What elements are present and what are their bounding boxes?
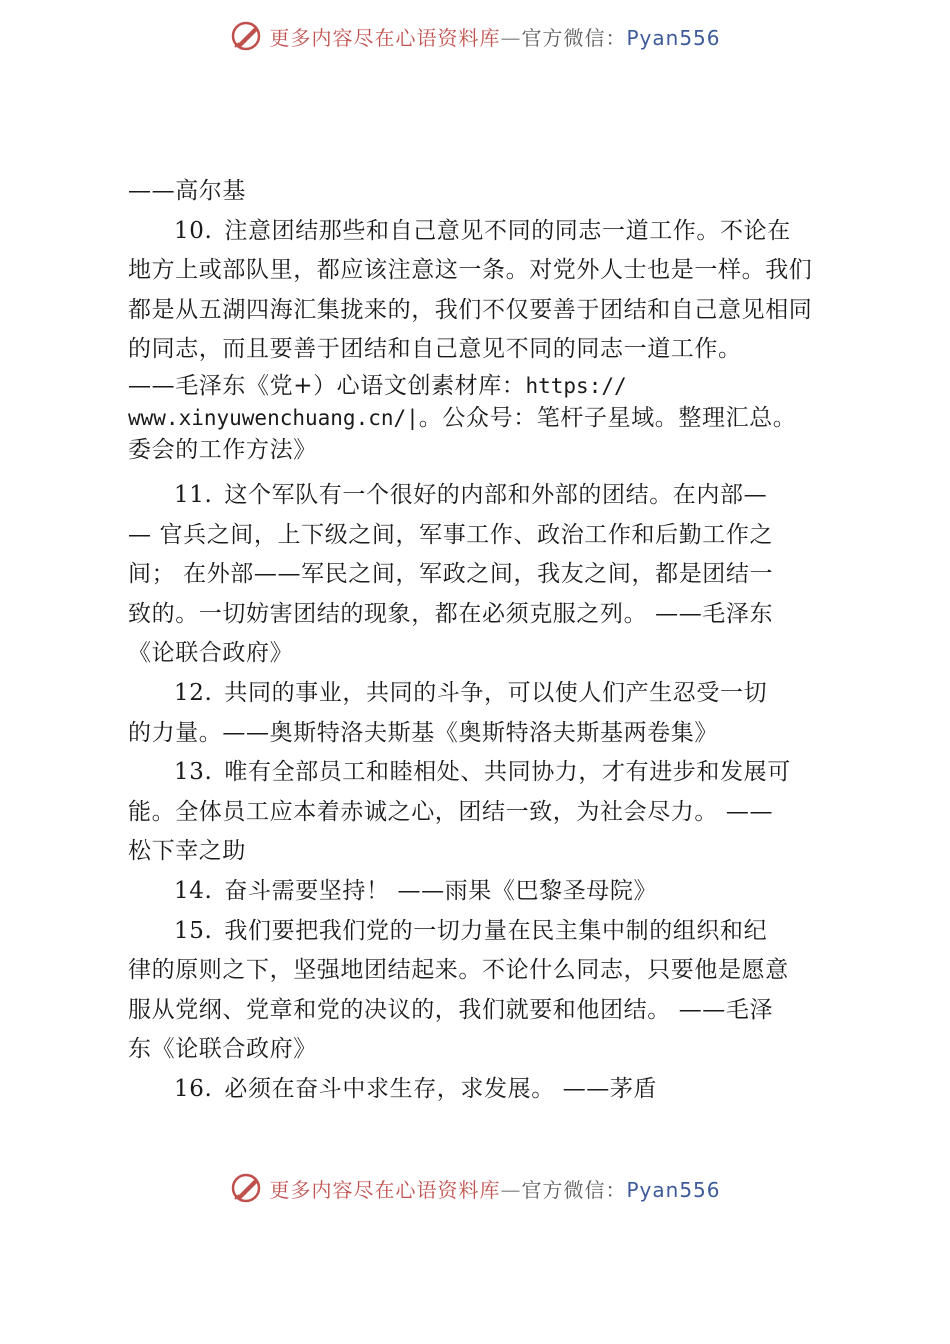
quote-10-attribution-2 — [128, 402, 840, 434]
quote-15-number: 15. — [174, 917, 213, 944]
header-text — [269, 22, 720, 51]
quote-10-attribution-3: 委会的工作方法》 — [128, 436, 317, 463]
quote-14-number: 14. — [174, 877, 213, 904]
quote-9-attribution: ——高尔基 — [128, 178, 246, 204]
quote-10 — [128, 212, 840, 466]
quote-15-line-4: 东《论联合政府》 — [128, 1036, 317, 1063]
quote-12-number: 12. — [174, 679, 213, 706]
header-wechat-label: 官方微信： — [521, 25, 627, 50]
footer-wechat-id: Pyan556 — [626, 1177, 721, 1202]
quote-12-line-1 — [128, 674, 840, 714]
quote-11-line-4: 致的。一切妨害团结的现象，都在必须克服之列。 ——毛泽东 — [128, 600, 774, 627]
quote-10-line-1 — [128, 212, 840, 252]
quote-10-line-2: 地方上或部队里，都应该注意这一条。对党外人士也是一样。我们 — [128, 257, 813, 284]
footer-text — [269, 1174, 720, 1203]
quote-16-line-1 — [128, 1070, 840, 1110]
quote-14 — [128, 872, 840, 912]
footer-brand: 更多内容尽在心语资料库 — [269, 1177, 501, 1202]
quote-15-line-2: 律的原则之下，坚强地团结起来。不论什么同志，只要他是愿意 — [128, 957, 789, 984]
quote-16 — [128, 1070, 840, 1110]
quote-13-line-2: 能。全体员工应本着赤诚之心，团结一致，为社会尽力。 —— — [128, 798, 774, 825]
quote-11-number: 11. — [174, 481, 213, 508]
quote-10-url-part-1: https:// — [525, 373, 627, 398]
quote-12 — [128, 674, 840, 753]
quote-14-line-1 — [128, 872, 840, 912]
quote-16-number: 16. — [174, 1075, 213, 1102]
quote-12-text-1: 共同的事业，共同的斗争，可以使人们产生忍受一切 — [224, 679, 768, 706]
quote-15 — [128, 912, 840, 1070]
quote-13-text-1: 唯有全部员工和睦相处、共同协力，才有进步和发展可 — [224, 759, 791, 786]
quote-12-line-2: 的力量。——奥斯特洛夫斯基《奥斯特洛夫斯基两卷集》 — [128, 719, 718, 746]
header-separator: — — [500, 25, 522, 50]
quote-11-line-3: 间； 在外部——军民之间，军政之间，我友之间，都是团结一 — [128, 561, 774, 588]
footer-wechat-label: 官方微信： — [521, 1177, 627, 1202]
quote-13-line-1 — [128, 753, 840, 793]
header-banner — [0, 16, 950, 56]
quote-15-text-1: 我们要把我们党的一切力量在民主集中制的组织和纪 — [224, 917, 768, 944]
quote-11-line-1 — [128, 476, 840, 516]
quote-13-number: 13. — [174, 759, 213, 786]
header-brand: 更多内容尽在心语资料库 — [269, 25, 501, 50]
quote-10-attrib-text-2: 。公众号：笔杆子星域。整理汇总。 — [418, 404, 797, 431]
quote-16-text-1: 必须在奋斗中求生存，求发展。 ——茅盾 — [224, 1075, 658, 1102]
quote-11 — [128, 476, 840, 674]
quote-15-line-1 — [128, 912, 840, 952]
quote-10-line-3: 都是从五湖四海汇集拢来的，我们不仅要善于团结和自己意见相同 — [128, 296, 813, 323]
quote-11-line-5: 《论联合政府》 — [128, 640, 294, 667]
quote-10-line-4: 的同志，而且要善于团结和自己意见不同的同志一道工作。 — [128, 336, 742, 363]
quote-10-text-1: 注意团结那些和自己意见不同的同志一道工作。不论在 — [224, 217, 791, 244]
quote-11-line-2: — 官兵之间，上下级之间，军事工作、政治工作和后勤工作之 — [128, 521, 774, 548]
quote-14-text-1: 奋斗需要坚持！ ——雨果《巴黎圣母院》 — [224, 877, 658, 904]
quote-11-text-1: 这个军队有一个很好的内部和外部的团结。在内部— — [224, 481, 768, 508]
quill-logo-icon — [229, 1171, 263, 1205]
quill-logo-icon — [229, 19, 263, 53]
quote-13-line-3: 松下幸之助 — [128, 838, 246, 865]
quote-15-line-3: 服从党纲、党章和党的决议的，我们就要和他团结。 ——毛泽 — [128, 996, 774, 1023]
quote-10-attribution-1 — [128, 370, 840, 402]
quote-10-attrib-text: ——毛泽东《党+）心语文创素材库： — [128, 372, 526, 399]
footer-separator: — — [500, 1177, 522, 1202]
quote-10-url-part-2: www.xinyuwenchuang.cn/| — [128, 405, 419, 430]
document-body — [128, 172, 840, 1109]
footer-banner — [0, 1168, 950, 1208]
header-wechat-id: Pyan556 — [626, 25, 721, 50]
quote-10-number: 10. — [174, 217, 213, 244]
quote-13 — [128, 753, 840, 872]
